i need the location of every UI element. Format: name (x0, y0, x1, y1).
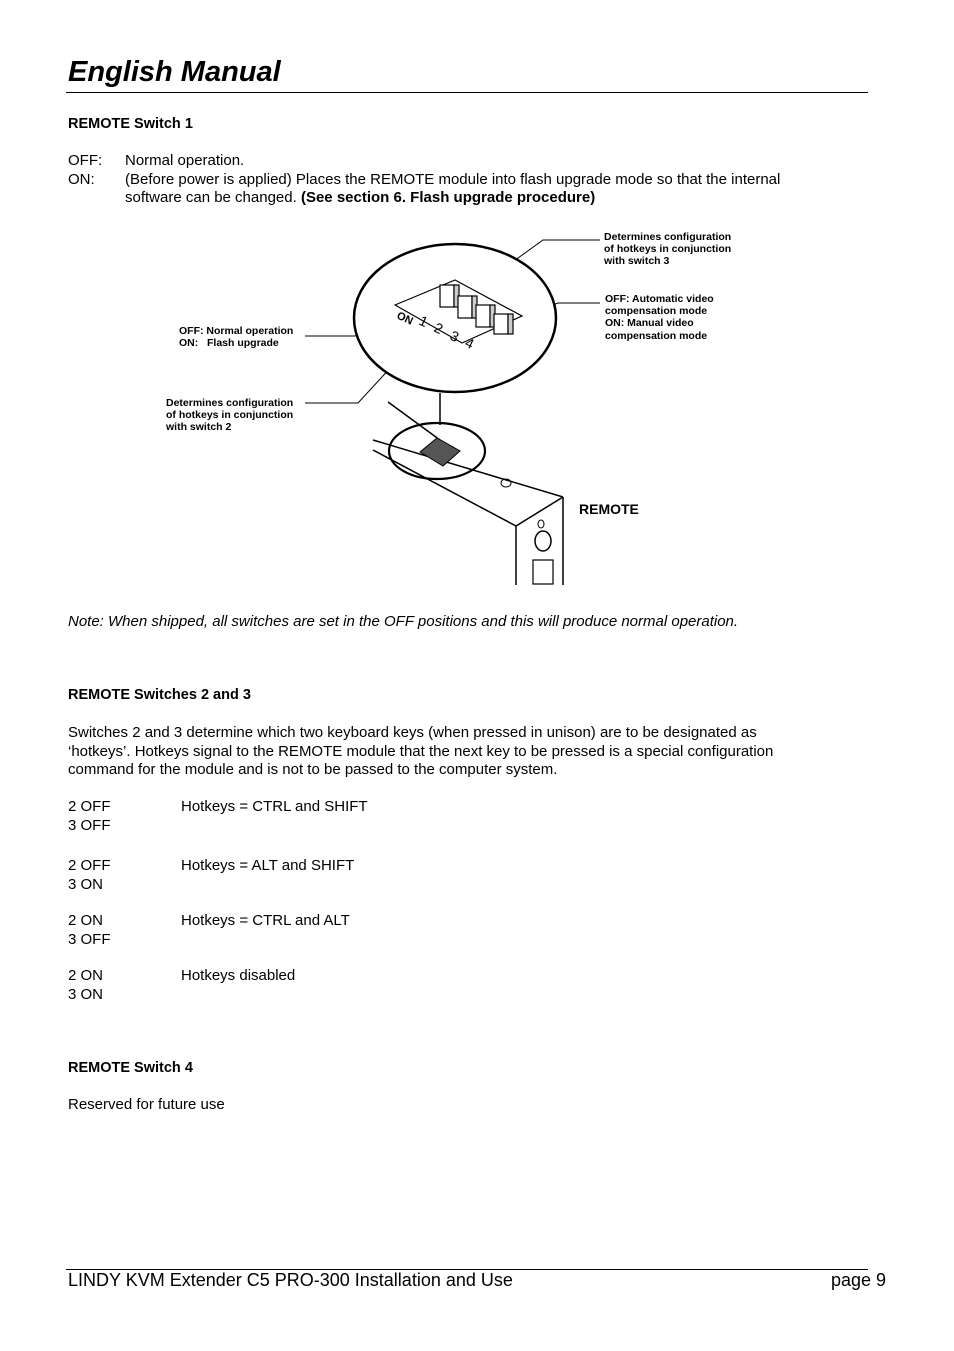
switch1-on-text-line1: (Before power is applied) Places the REMOTE module into flash upgrade mode so that the internal (125, 171, 781, 188)
switch-number-1: 1 (416, 312, 431, 331)
dip-switch-small (420, 438, 460, 466)
remote-switch-diagram (0, 0, 954, 600)
switches23-paragraph: Switches 2 and 3 determine which two keyboard keys (when pressed in unison) are to be designated as ‘hotkeys’. Hotkeys signal to the REMOTE module that the next key to be pressed is a special configuration command for the module and is not to be passed to the computer system. (68, 724, 774, 778)
section-heading-switch4: REMOTE Switch 4 (68, 1060, 193, 1076)
switch-number-3: 3 (447, 327, 462, 346)
hotkey-desc: Hotkeys disabled (181, 967, 296, 984)
hotkey-row: 2 OFF 3 ON (68, 857, 111, 893)
section-heading-switch1: REMOTE Switch 1 (68, 116, 193, 132)
power-jack-icon (535, 531, 551, 551)
label-video-compensation: OFF: Automatic video compensation mode ON: Manual video compensation mode (605, 293, 714, 342)
switch-number-4: 4 (462, 334, 477, 353)
switch-number-2: 2 (431, 319, 446, 338)
hotkey-row: 2 ON 3 OFF (68, 912, 111, 948)
footer-page-number: page 9 (831, 1270, 887, 1290)
label-switch3-config: Determines configuration of hotkeys in conjunction with switch 3 (604, 231, 732, 268)
footer-document-title: LINDY KVM Extender C5 PRO-300 Installation and Use (68, 1270, 513, 1290)
switch-on-label: ON (394, 309, 415, 328)
label-switch2-config: Determines configuration of hotkeys in conjunction with switch 2 (166, 397, 294, 434)
page-title: English Manual (68, 56, 281, 88)
label-remote: REMOTE (579, 501, 639, 517)
section-heading-switches23: REMOTE Switches 2 and 3 (68, 687, 251, 703)
hotkey-desc: Hotkeys = CTRL and ALT (181, 912, 350, 929)
hotkey-desc: Hotkeys = CTRL and SHIFT (181, 798, 368, 815)
shipping-note: Note: When shipped, all switches are set in the OFF positions and this will produce normal operation. (68, 613, 739, 630)
switch1-off-key: OFF: (68, 152, 103, 169)
switch1-off-text: Normal operation. (125, 152, 245, 169)
hotkey-row: 2 ON 3 ON (68, 967, 104, 1003)
connector-port-icon (533, 560, 553, 584)
hotkey-row: 2 OFF 3 OFF (68, 798, 111, 834)
remote-device-body (373, 440, 563, 585)
switch4-text: Reserved for future use (68, 1096, 225, 1113)
label-flash-upgrade: OFF: Normal operation ON: Flash upgrade (179, 325, 294, 350)
hotkey-desc: Hotkeys = ALT and SHIFT (181, 857, 355, 874)
led-icon (538, 520, 544, 528)
switch1-on-key: ON: (68, 171, 95, 188)
flash-procedure-reference: (See section 6. Flash upgrade procedure) (300, 189, 596, 206)
connector-line-left (388, 402, 440, 440)
switch1-on-text: software can be changed. (125, 189, 297, 206)
